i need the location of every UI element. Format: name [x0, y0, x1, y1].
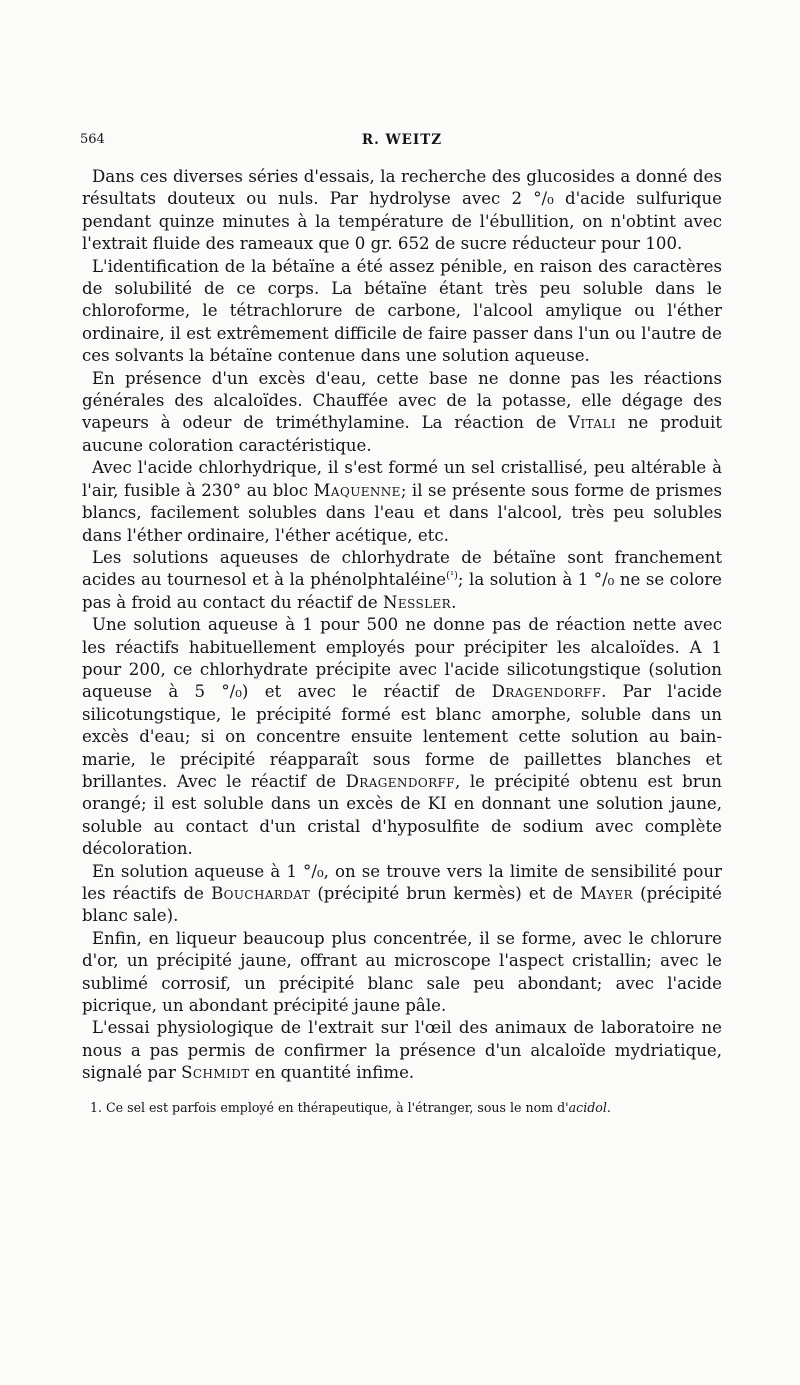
footnote-end: . [606, 1099, 611, 1115]
paragraph [82, 256, 722, 368]
running-title: R. WEITZ [361, 132, 443, 148]
text-run: ne produit aucune coloration caractéristique. [82, 413, 723, 455]
body-text [82, 166, 722, 1085]
author-name: Nessler [383, 592, 452, 612]
text-run: En solution aqueuse à 1 °/₀, on se trouve vers la limite de sensibilité pour les réactifs de [82, 861, 722, 903]
paragraph [82, 614, 722, 860]
paragraph [82, 457, 722, 547]
text-run: Les solutions aqueuses de chlorhydrate de bétaïne sont franchement acides au tournesol et à la phénolphtaléine [82, 547, 722, 590]
text-run: (précipité brun kermès) et de [310, 884, 581, 903]
author-name: Schmidt [181, 1063, 250, 1083]
text-run: Avec l'acide chlorhydrique, il s'est formé un sel cristallisé, peu altérable à l'air, fusible à 230° au bloc [82, 458, 722, 500]
text-run: Une solution aqueuse à 1 pour 500 ne donne pas de réaction nette avec les réactifs habituellement employés pour précipiter les alcaloïdes. A 1 pour 200, ce chlorhydrate précipite avec l'acide silicotungstique (solution aqueuse à 5 °/₀) et avec le réactif de [82, 615, 722, 702]
text-run: Enfin, en liqueur beaucoup plus concentrée, il se forme, avec le chlorure d'or, un précipité jaune, offrant au microscope l'aspect cristallin; avec le sublimé corrosif, un précipité blanc sale peu abondant; avec l'acide picrique, un abondant précipité jaune pâle. [82, 928, 722, 1016]
footnote-italic: acidol [568, 1099, 607, 1115]
text-run: Dans ces diverses séries d'essais, la recherche des glucosides a donné des résultats douteux ou nuls. Par hydrolyse avec 2 °/₀ d'acide sulfurique pendant quinze minutes à la température de l'ébullition, on n'obtint avec l'extrait fluide des rameaux que 0 gr. 652 de sucre réducteur pour 100. [82, 167, 722, 254]
text-run: ; il se présente sous forme de prismes blancs, facilement solubles dans l'eau et dans l'alcool, très peu solubles dans l'éther ordinaire, l'éther acétique, etc. [82, 480, 722, 545]
page-number: 564 [80, 132, 105, 147]
paragraph [82, 928, 722, 1018]
paragraph [82, 547, 722, 614]
author-name: Bouchardat [211, 884, 311, 903]
author-name: Dragendorff [491, 682, 602, 702]
footnote-text: 1. Ce sel est parfois employé en thérapeutique, à l'étranger, sous le nom d' [90, 1099, 569, 1115]
author-name: Dragendorff [345, 771, 455, 791]
text-run: . [451, 592, 457, 612]
text-run: en quantité infime. [249, 1063, 415, 1083]
footnote [82, 1099, 722, 1116]
author-name: Vitali [568, 413, 616, 433]
paragraph [82, 368, 722, 458]
text-run: (précipité blanc sale). [82, 884, 722, 926]
footnote-ref: (¹) [446, 570, 458, 582]
text-run: En présence d'un excès d'eau, cette base ne donne pas les réactions générales des alcaloïdes. Chauffée avec de la potasse, elle dégage des vapeurs à odeur de triméthylamine. La réaction de [82, 368, 722, 433]
text-run: . Par l'acide silicotungstique, le précipité formé est blanc amorphe, soluble dans un excès d'eau; si on concentre ensuite lentement cette solution au bain-marie, le précipité réapparaît sous forme de paillettes blanches et brillantes. Avec le réactif de [82, 682, 722, 791]
author-name: Maquenne [313, 480, 401, 500]
paragraph [82, 1017, 722, 1084]
author-name: Mayer [580, 884, 633, 903]
page [82, 132, 722, 1116]
text-run: , le précipité obtenu est brun orangé; il est soluble dans un excès de KI en donnant une solution jaune, soluble au contact d'un cristal d'hyposulfite de sodium avec complète décoloration. [82, 771, 722, 859]
paragraph [82, 861, 722, 928]
text-run: L'identification de la bétaïne a été assez pénible, en raison des caractères de solubilité de ce corps. La bétaïne étant très peu soluble dans le chloroforme, le tétrachlorure de carbone, l'alcool amylique ou l'éther ordinaire, il est extrêmement difficile de faire passer dans l'un ou l'autre de ces solvants la bétaïne contenue dans une solution aqueuse. [82, 256, 722, 366]
text-run: L'essai physiologique de l'extrait sur l'œil des animaux de laboratoire ne nous a pas permis de confirmer la présence d'un alcaloïde mydriatique, signalé par [82, 1018, 722, 1083]
text-run: ; la solution à 1 °/₀ ne se colore pas à froid au contact du réactif de [82, 570, 722, 612]
paragraph [82, 166, 722, 256]
running-head [82, 132, 722, 156]
